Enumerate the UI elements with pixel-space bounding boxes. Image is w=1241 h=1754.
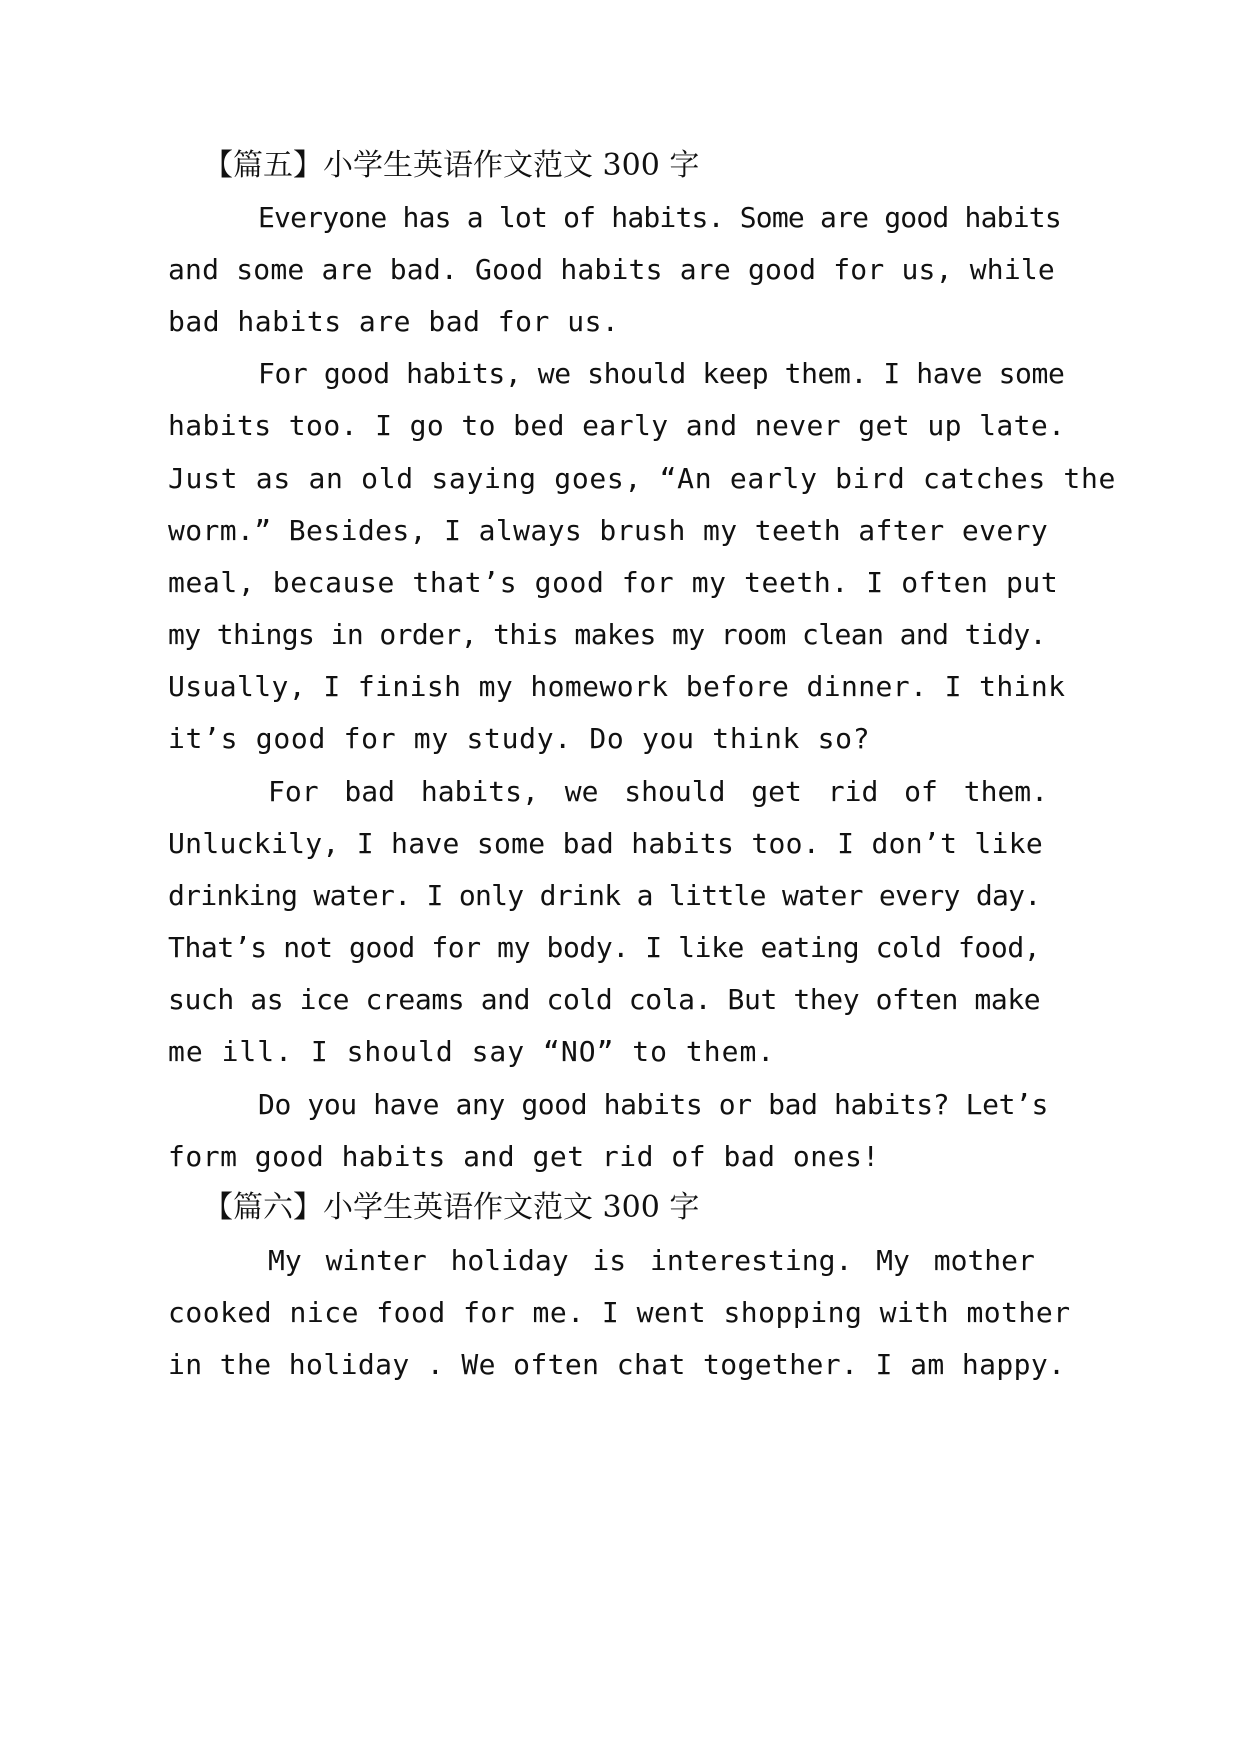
paragraph-line: Everyone has a lot of habits. Some are good habits [258,201,1061,234]
paragraph-line: worm.” Besides, I always brush my teeth after every [168,514,1049,547]
paragraph-line: me ill. I should say “NO” to them. [168,1035,776,1068]
paragraph-line: My winter holiday is interesting. My mother [268,1244,1035,1277]
paragraph-line: cooked nice food for me. I went shopping with mother [168,1296,1071,1329]
paragraph-line: in the holiday . We often chat together. I am happy. [168,1348,1066,1381]
paragraph-line: drinking water. I only drink a little water every day. [168,879,1041,912]
paragraph-line: habits too. I go to bed early and never get up late. [168,409,1066,442]
paragraph-line: bad habits are bad for us. [168,305,620,338]
paragraph-line: and some are bad. Good habits are good for us, while [168,253,1055,286]
paragraph-line: For bad habits, we should get rid of them. [268,775,1049,808]
section-heading-6: 【篇六】小学生英语作文范文 300 字 [203,1190,700,1225]
paragraph-line: form good habits and get rid of bad ones! [168,1140,880,1173]
paragraph-line: Do you have any good habits or bad habits? Let’s [258,1088,1048,1121]
paragraph-line: Unluckily, I have some bad habits too. I don’t like [168,827,1044,860]
paragraph-line: That’s not good for my body. I like eating cold food, [168,931,1041,964]
paragraph-line: such as ice creams and cold cola. But they often make [168,983,1041,1016]
paragraph-line: my things in order, this makes my room clean and tidy. [168,618,1046,651]
section-heading-5: 【篇五】小学生英语作文范文 300 字 [203,148,700,183]
paragraph-line: Just as an old saying goes, “An early bird catches the [168,462,1117,495]
paragraph-line: Usually, I finish my homework before dinner. I think [168,670,1066,703]
paragraph-line: For good habits, we should keep them. I have some [258,357,1065,390]
paragraph-line: it’s good for my study. Do you think so? [168,722,871,755]
paragraph-line: meal, because that’s good for my teeth. I often put [168,566,1059,599]
